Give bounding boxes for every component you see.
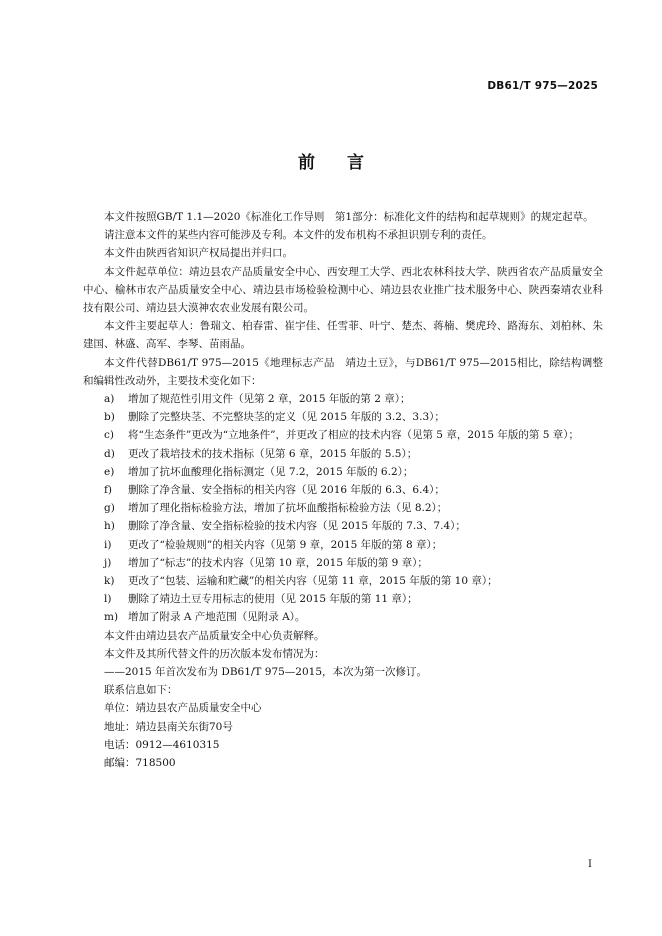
- paragraph-patent-notice: 请注意本文件的某些内容可能涉及专利。本文件的发布机构不承担识别专利的责任。: [104, 229, 493, 242]
- document-code: DB61/T 975—2025: [487, 80, 598, 92]
- list-item: [83, 426, 603, 444]
- list-item: [83, 608, 603, 626]
- list-item-text: 增加了附录 A 产地范围（见附录 A）。: [128, 611, 306, 624]
- list-item-text: 更改了“检验规则”的相关内容（见第 9 章，2015 年版的第 8 章）；: [128, 538, 443, 551]
- technical-changes-list: [83, 390, 603, 627]
- list-item-text: 增加了“标志”的技术内容（见第 10 章，2015 年版的第 9 章）；: [128, 556, 428, 569]
- contact-intro: 联系信息如下：: [104, 684, 178, 697]
- paragraph-drafting-rules: 本文件按照GB/T 1.1—2020《标准化工作导则 第1部分：标准化文件的结构和起草规则》的规定起草。: [104, 211, 594, 223]
- version-history-entry: ——2015 年首次发布为 DB61/T 975—2015，本次为第一次修订。: [104, 666, 428, 679]
- list-item-text: 将“生态条件”更改为“立地条件”，并更改了相应的技术内容（见第 5 章，2015 年版的第 5 章）；: [128, 429, 579, 442]
- list-item-text: 更改了栽培技术的技术指标（见第 6 章，2015 年版的 5.5）；: [128, 447, 418, 460]
- list-item-text: 删除了净含量、安全指标的相关内容（见 2016 年版的 6.3、6.4）；: [128, 484, 445, 497]
- list-item: [83, 445, 603, 463]
- list-marker: j): [104, 556, 112, 569]
- list-marker: m): [104, 611, 119, 624]
- list-item: [83, 463, 603, 481]
- list-item: [83, 390, 603, 408]
- list-item: [83, 408, 603, 426]
- list-marker: l): [104, 593, 112, 606]
- paragraph-interpretation: 本文件由靖边县农产品质量安全中心负责解释。: [104, 629, 325, 642]
- paragraph-drafters: 本文件主要起草人：鲁瑞文、柏春雷、崔宇佳、任雪菲、叶宁、楚杰、蒋楠、樊虎玲、路海东、刘柏林、朱建国、林盛、高军、李琴、苗雨晶。: [83, 320, 603, 351]
- list-marker: h): [104, 520, 115, 533]
- list-marker: a): [104, 393, 115, 406]
- list-marker: c): [104, 429, 114, 442]
- list-item-text: 更改了“包装、运输和贮藏”的相关内容（见第 11 章，2015 年版的第 10 章）；: [128, 575, 498, 588]
- list-item-text: 删除了净含量、安全指标检验的技术内容（见 2015 年版的 7.3、7.4）；: [128, 520, 466, 533]
- list-item: [83, 536, 603, 554]
- list-item: [83, 481, 603, 499]
- list-item-text: 增加了理化指标检验方法，增加了抗坏血酸指标检验方法（见 8.2）；: [128, 502, 448, 515]
- list-marker: k): [104, 575, 115, 588]
- paragraph-proposer: 本文件由陕西省知识产权局提出并归口。: [104, 247, 293, 260]
- list-item-text: 增加了规范性引用文件（见第 2 章，2015 年版的第 2 章）；: [128, 393, 411, 406]
- list-item-text: 删除了完整块茎、不完整块茎的定义（见 2015 年版的 3.2、3.3）；: [128, 411, 445, 424]
- list-marker: d): [104, 447, 115, 460]
- list-item-text: 删除了靖边土豆专用标志的使用（见 2015 年版的第 11 章）；: [128, 593, 418, 606]
- contact-phone: 电话：0912—4610315: [104, 738, 220, 751]
- page-number: I: [588, 859, 592, 870]
- contact-postcode: 邮编：718500: [104, 757, 176, 770]
- list-item-text: 增加了抗坏血酸理化指标测定（见 7.2，2015 年版的 6.2）；: [128, 465, 414, 478]
- paragraph-version-history: 本文件及其所代替文件的历次版本发布情况为：: [104, 647, 325, 660]
- paragraph-drafting-units: 本文件起草单位：靖边县农产品质量安全中心、西安理工大学、西北农林科技大学、陕西省农产品质量安全中心、榆林市农产品质量安全中心、靖边县市场检验检测中心、靖边县农业推广技术服务中心、陕西秦靖农业科技有限公司、靖边县大漠神农农业发展有限公司。: [83, 265, 603, 315]
- list-item: [83, 499, 603, 517]
- list-item: [83, 554, 603, 572]
- list-marker: f): [104, 484, 112, 497]
- list-marker: g): [104, 502, 115, 515]
- list-marker: e): [104, 465, 115, 478]
- list-item: [83, 572, 603, 590]
- list-marker: b): [104, 411, 115, 424]
- list-item: [83, 590, 603, 608]
- contact-unit: 单位：靖边县农产品质量安全中心: [104, 702, 262, 715]
- preface-body: [83, 208, 603, 772]
- paragraph-replacement: 本文件代替DB61/T 975—2015《地理标志产品 靖边土豆》，与DB61/T 975—2015相比，除结构调整和编辑性改动外，主要技术变化如下：: [83, 356, 603, 387]
- list-marker: i): [104, 538, 112, 551]
- list-item: [83, 517, 603, 535]
- contact-address: 地址：靖边县南关东街70号: [104, 720, 233, 733]
- page-title: 前言: [298, 153, 396, 173]
